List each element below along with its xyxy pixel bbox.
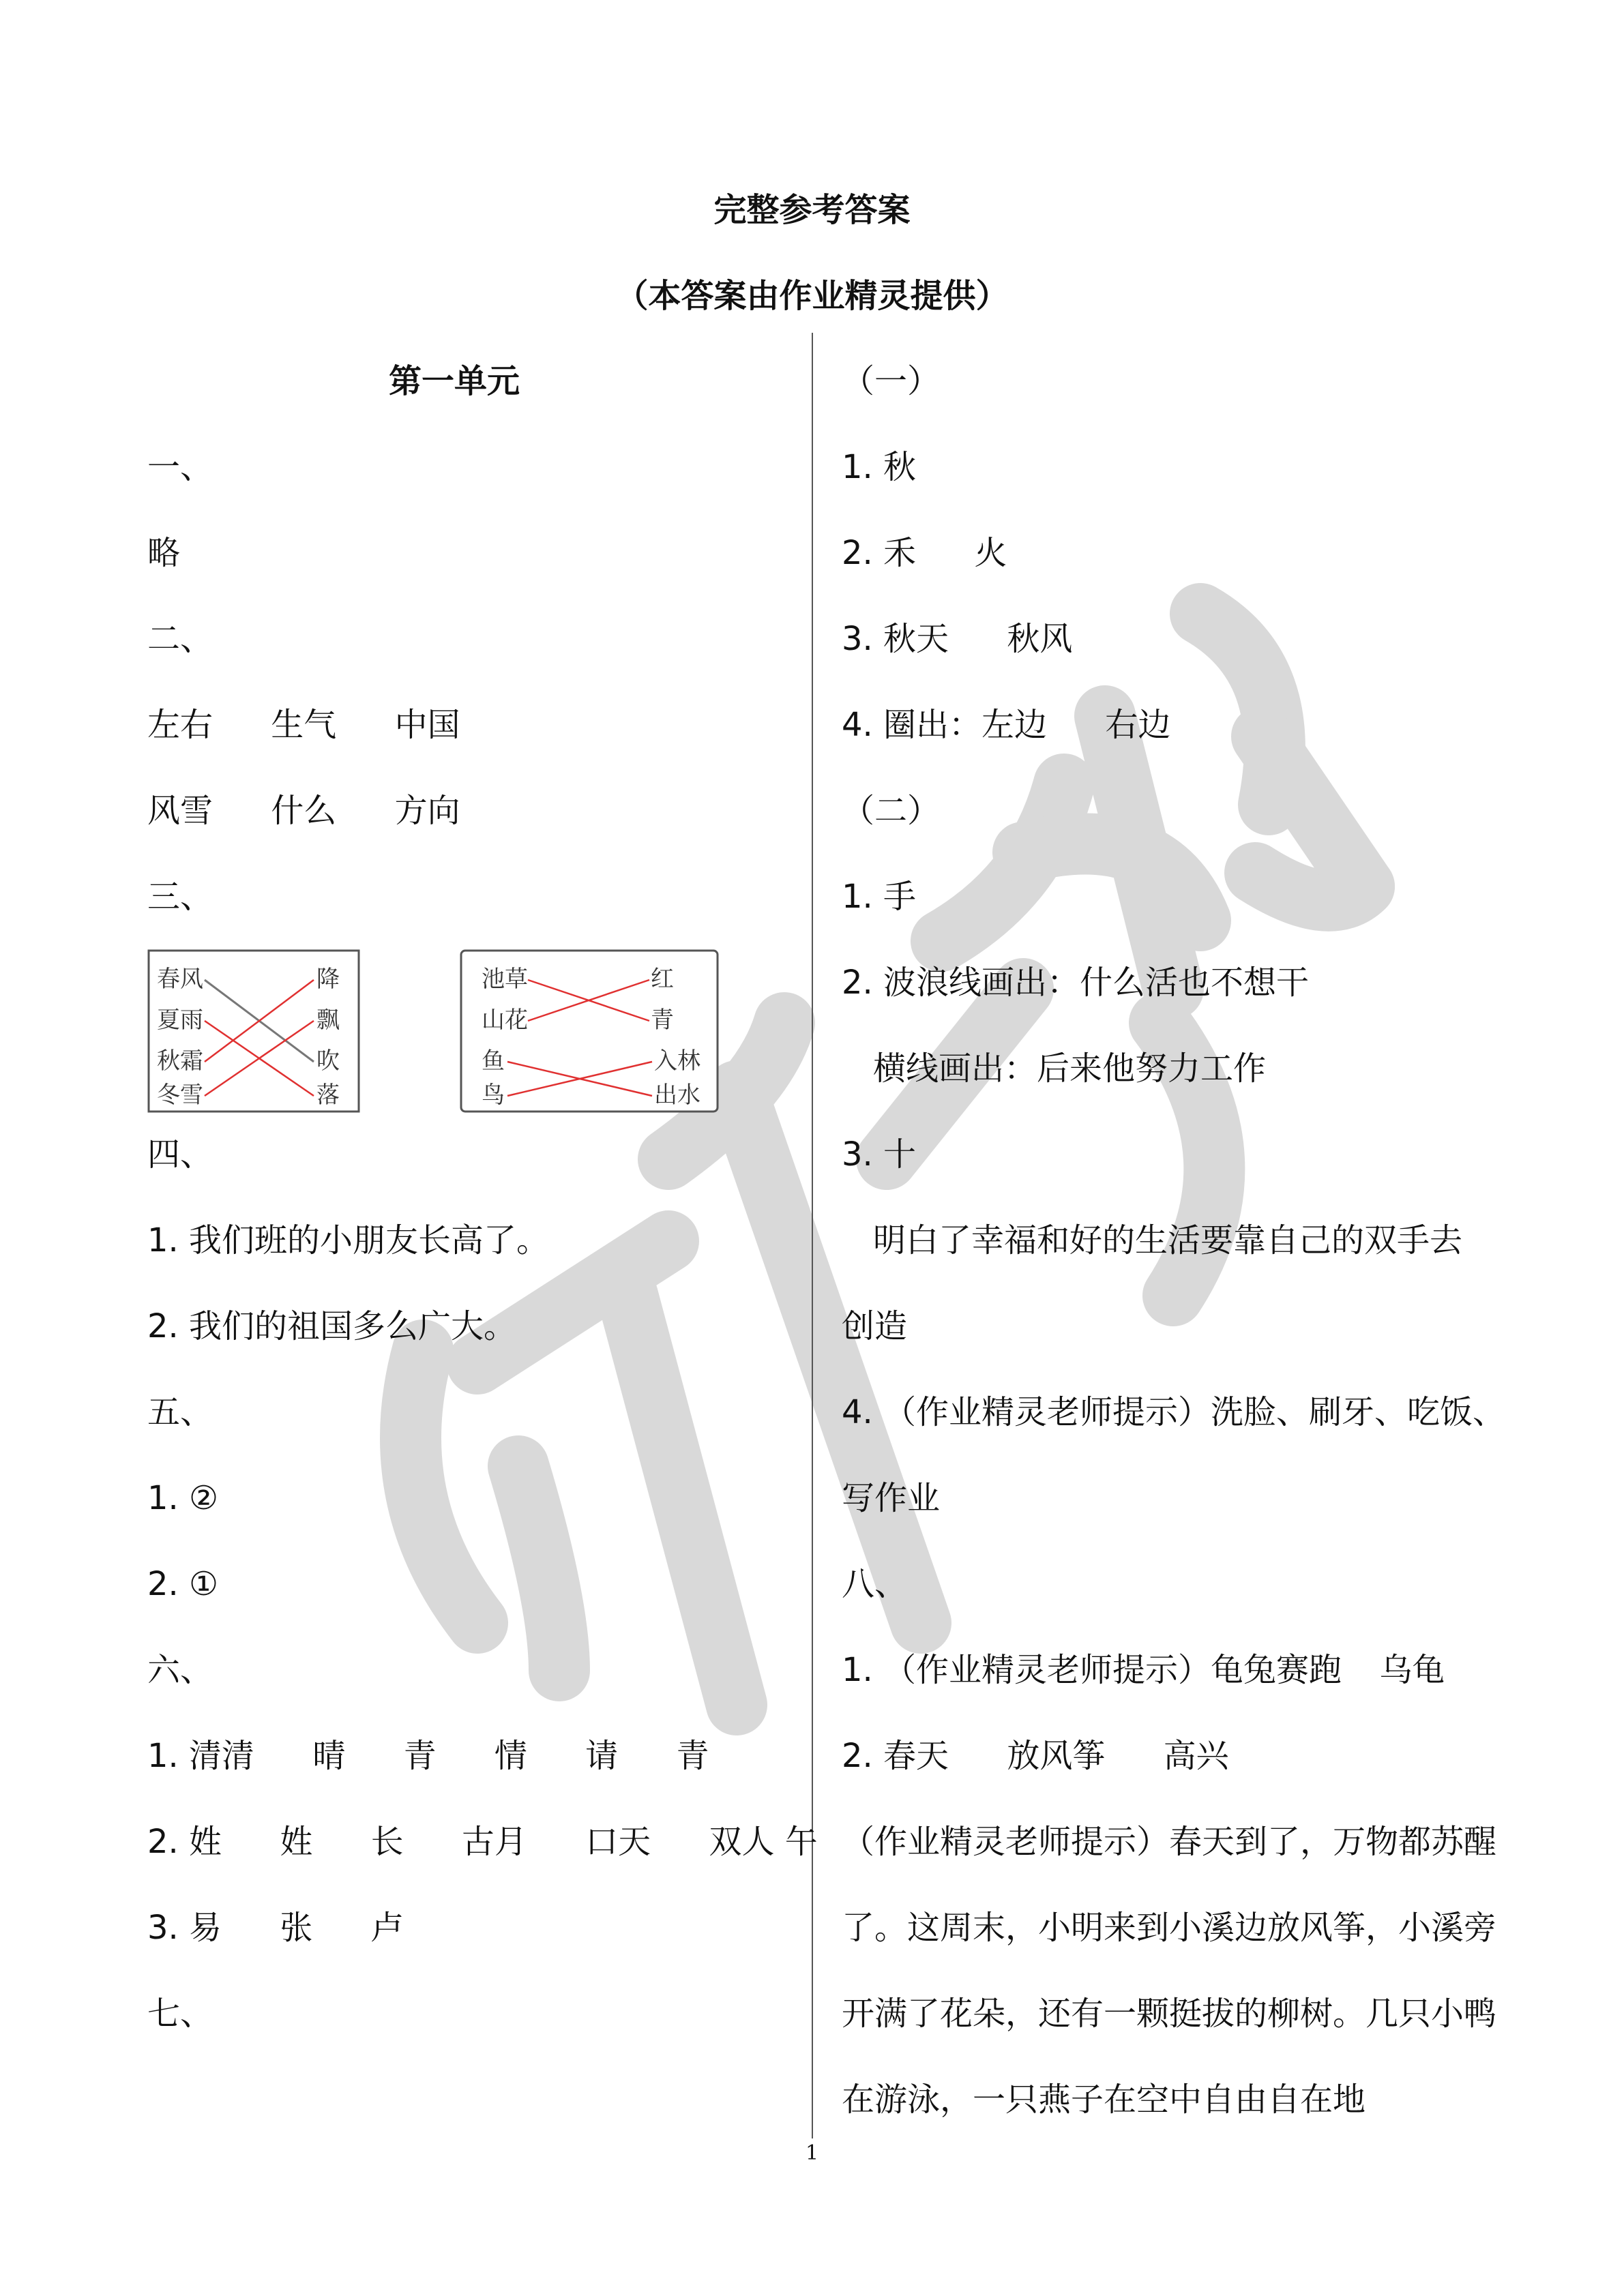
part-2-item-2b: 横线画出：后来他努力工作 — [873, 1049, 1267, 1088]
answer-text: 乌龟 — [1379, 1651, 1445, 1689]
section-label-4: 四、 — [147, 1135, 213, 1174]
section-4-item-1: 1. 我们班的小朋友长高了。 — [147, 1221, 550, 1259]
section-label-6: 六、 — [147, 1651, 213, 1689]
part-2-item-4a: 4. （作业精灵老师提示）洗脸、刷牙、吃饭、 — [842, 1393, 1506, 1431]
section-label-2: 二、 — [147, 620, 213, 658]
section-5-item-1: 1. ② — [147, 1479, 219, 1517]
match-left-item: 夏雨 — [157, 1007, 203, 1034]
section-label-5: 五、 — [147, 1393, 213, 1431]
matching-box-2 — [460, 949, 719, 1113]
part-1-item-3 — [842, 612, 1496, 698]
answer-text: 火 — [974, 534, 1007, 572]
answer-text: 4. 圈出：左边 — [842, 706, 1048, 744]
word: 左右 — [147, 706, 213, 744]
part-label-1: （一） — [842, 362, 941, 400]
section-label-7: 七、 — [147, 1995, 213, 2033]
section-label-8: 八、 — [842, 1565, 908, 1603]
part-2-item-3c: 创造 — [842, 1307, 908, 1345]
section-5-item-2: 2. ① — [147, 1565, 219, 1603]
word: 1. 清清 — [147, 1737, 255, 1775]
word: 卢 — [370, 1909, 404, 1947]
word: 生气 — [271, 706, 337, 744]
match-right-item: 落 — [316, 1082, 340, 1109]
section-4-item-2: 2. 我们的祖国多么广大。 — [147, 1307, 517, 1345]
page-subtitle: （本答案由作业精灵提供） — [615, 277, 1009, 315]
answer-text: 右边 — [1105, 706, 1171, 744]
answer-text: 高兴 — [1163, 1737, 1229, 1775]
match-right-item: 入林 — [654, 1047, 700, 1075]
word: 青 — [403, 1737, 437, 1775]
word: 晴 — [312, 1737, 346, 1775]
unit-title: 第一单元 — [388, 362, 520, 400]
section-1-answer: 略 — [147, 534, 181, 572]
match-right-item: 飘 — [316, 1007, 340, 1034]
answer-text: 秋风 — [1007, 620, 1073, 658]
match-left-item: 冬雪 — [157, 1082, 203, 1109]
section-8-item-1 — [842, 1643, 1496, 1729]
right-column — [842, 355, 1506, 2159]
word: 2. 姓 — [147, 1823, 222, 1861]
word: 什么 — [271, 792, 337, 830]
word: 方向 — [394, 792, 460, 830]
match-left-item: 山花 — [482, 1007, 528, 1034]
match-right-item: 青 — [651, 1007, 674, 1034]
word: 中国 — [394, 706, 460, 744]
section-8-essay: （作业精灵老师提示）春天到了，万物都苏醒了。这周末，小明来到小溪边放风筝，小溪旁开满了花朵，还有一颗挺拔的柳树。几只小鸭在游泳，一只燕子在空中自由自在地 — [842, 1823, 1497, 2119]
word: 情 — [494, 1737, 527, 1775]
word: 双人 午 — [709, 1823, 818, 1861]
section-6-row-2 — [147, 1815, 818, 1901]
answer-text: 2. 春天 — [842, 1737, 949, 1775]
match-right-item: 出水 — [654, 1082, 700, 1109]
match-left-item: 池草 — [482, 966, 528, 993]
page-title: 完整参考答案 — [713, 191, 911, 229]
column-divider — [812, 333, 813, 2138]
word: 长 — [370, 1823, 404, 1861]
word: 青 — [676, 1737, 709, 1775]
part-2-item-1: 1. 手 — [842, 878, 917, 916]
word: 风雪 — [147, 792, 213, 830]
part-2-item-2a: 2. 波浪线画出：什么活也不想干 — [842, 964, 1310, 1002]
section-label-1: 一、 — [147, 448, 213, 486]
section-2-row-2 — [147, 784, 788, 870]
matching-diagrams — [147, 956, 788, 1128]
left-column — [147, 355, 818, 2073]
page-number: 1 — [805, 2141, 819, 2165]
part-2-item-4b: 写作业 — [842, 1479, 941, 1517]
word: 口天 — [585, 1823, 651, 1861]
part-label-2: （二） — [842, 792, 941, 830]
answer-text: 1. （作业精灵老师提示）龟兔赛跑 — [842, 1651, 1342, 1689]
match-left-item: 鸟 — [482, 1082, 505, 1109]
word: 张 — [280, 1909, 313, 1947]
match-left-item: 春风 — [157, 966, 203, 993]
part-1-item-2 — [842, 526, 1496, 612]
word: 古月 — [461, 1823, 527, 1861]
match-right-item: 降 — [316, 966, 340, 993]
answer-text: 2. 禾 — [842, 534, 917, 572]
section-6-row-1 — [147, 1729, 788, 1815]
match-right-item: 吹 — [316, 1047, 340, 1075]
match-left-item: 鱼 — [482, 1047, 505, 1075]
word: 姓 — [280, 1823, 313, 1861]
match-right-item: 红 — [651, 966, 674, 993]
word: 请 — [585, 1737, 619, 1775]
matching-box-1 — [147, 949, 360, 1113]
part-2-item-3a: 3. 十 — [842, 1135, 917, 1174]
part-2-item-3b: 明白了幸福和好的生活要靠自己的双手去 — [873, 1221, 1463, 1259]
section-2-row-1 — [147, 698, 788, 784]
section-6-row-3 — [147, 1901, 788, 1987]
answer-text: 3. 秋天 — [842, 620, 949, 658]
part-1-item-4 — [842, 698, 1496, 784]
match-left-item: 秋霜 — [157, 1047, 203, 1075]
section-label-3: 三、 — [147, 878, 213, 916]
answer-text: 放风筝 — [1007, 1737, 1106, 1775]
word: 3. 易 — [147, 1909, 222, 1947]
part-1-item-1: 1. 秋 — [842, 448, 917, 486]
